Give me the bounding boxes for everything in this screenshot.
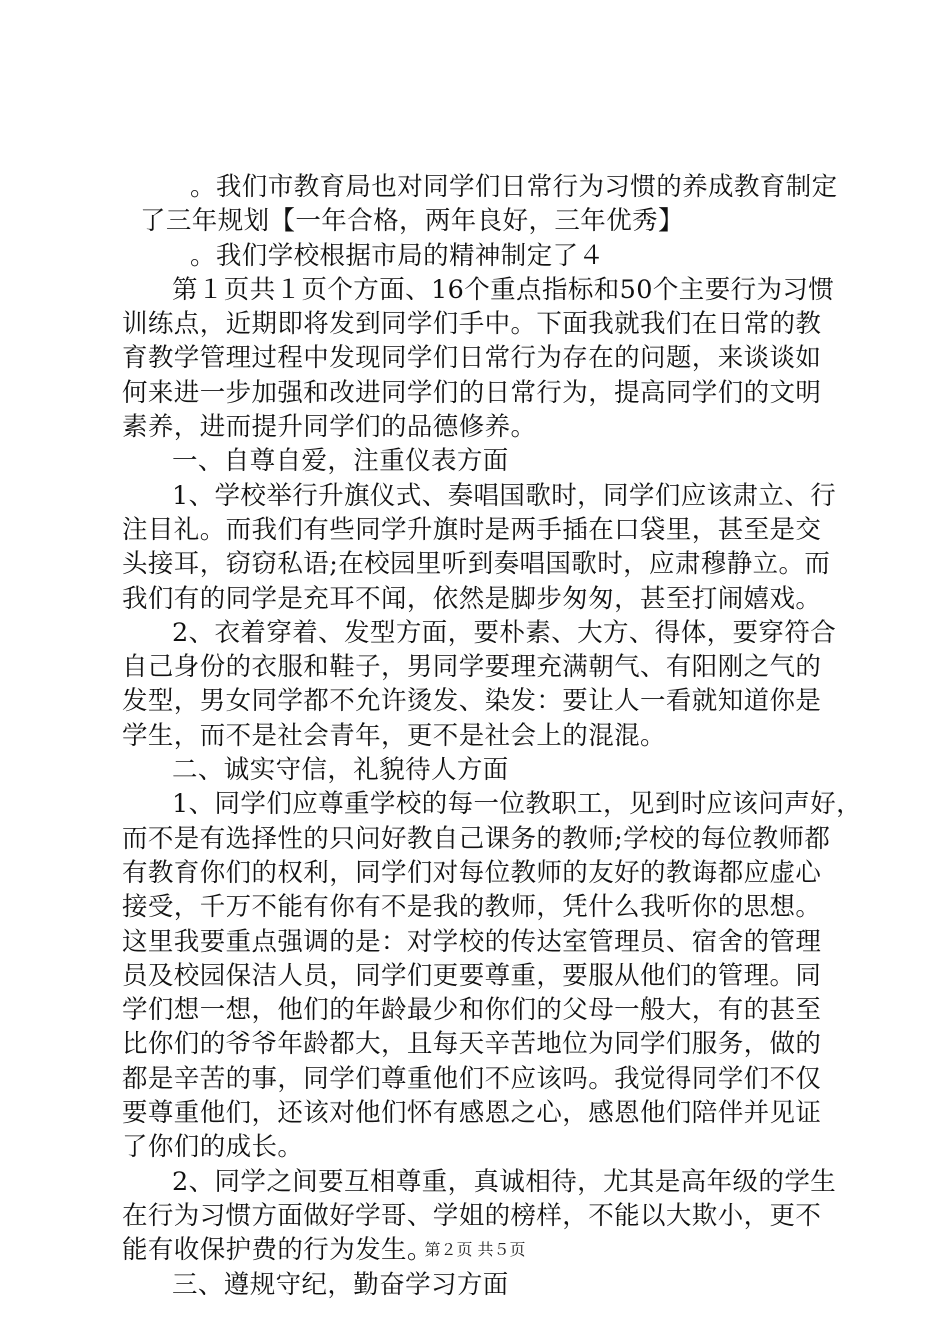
text-line: 学生，而不是社会青年，更不是社会上的混混。 — [122, 720, 666, 751]
text-line: 这里我要重点强调的是：对学校的传达室管理员、宿舍的管理 — [122, 926, 822, 957]
text-line: 。我们市教育局也对同学们日常行为习惯的养成教育制定 — [190, 172, 838, 202]
text-line: 2、同学之间要互相尊重，真诚相待，尤其是高年级的学生 — [172, 1166, 837, 1197]
text-line: 2、衣着穿着、发型方面，要朴素、大方、得体，要穿符合 — [172, 617, 837, 648]
text-line: 发型，男女同学都不允许烫发、染发：要让人一看就知道你是 — [122, 686, 822, 717]
text-line: 训练点，近期即将发到同学们手中。下面我就我们在日常的教 — [122, 309, 822, 340]
text-line: 比你们的爷爷年龄都大，且每天辛苦地位为同学们服务，做的 — [122, 1029, 822, 1060]
document-body — [122, 170, 863, 1302]
section-heading: 一、自尊自爱，注重仪表方面 — [172, 446, 509, 477]
text-line: 了你们的成长。 — [122, 1132, 304, 1163]
text-line: 员及校园保洁人员，同学们更要尊重，要服从他们的管理。同 — [122, 960, 822, 991]
text-line: 能有收保护费的行为发生。 — [122, 1235, 433, 1266]
text-line: 有教育你们的权利，同学们对每位教师的友好的教诲都应虚心 — [122, 857, 822, 888]
text-line: 头接耳，窃窃私语;在校园里听到奏唱国歌时，应肃穆静立。而 — [122, 549, 831, 580]
text-line: 注目礼。而我们有些同学升旗时是两手插在口袋里，甚至是交 — [122, 514, 822, 545]
page-number-footer: 第２页 共５页 — [424, 1240, 526, 1259]
text-line: 在行为习惯方面做好学哥、学姐的榜样，不能以大欺小，更不 — [122, 1200, 822, 1231]
text-line: 育教学管理过程中发现同学们日常行为存在的问题，来谈谈如 — [122, 343, 822, 374]
text-line: 而不是有选择性的只问好教自己课务的教师;学校的每位教师都 — [122, 823, 831, 854]
text-line: 素养，进而提升同学们的品德修养。 — [122, 412, 537, 443]
text-line: 1、学校举行升旗仪式、奏唱国歌时，同学们应该肃立、行 — [172, 480, 837, 511]
text-line: 第１页共１页个方面、16个重点指标和50个主要行为习惯 — [172, 274, 835, 305]
text-line: 何来进一步加强和改进同学们的日常行为，提高同学们的文明 — [122, 377, 822, 408]
text-line: 1、同学们应尊重学校的每一位教职工，见到时应该问声好， — [172, 789, 863, 820]
text-line: 接受，千万不能有你有不是我的教师，凭什么我听你的思想。 — [122, 892, 822, 923]
text-line: 我们有的同学是充耳不闻，依然是脚步匆匆，甚至打闹嬉戏。 — [122, 583, 822, 614]
text-line: 学们想一想，他们的年龄最少和你们的父母一般大，有的甚至 — [122, 995, 822, 1026]
text-line: 。我们学校根据市局的精神制定了４ — [190, 240, 605, 271]
text-line: 都是辛苦的事，同学们尊重他们不应该吗。我觉得同学们不仅 — [122, 1063, 822, 1094]
text-line: 自己身份的衣服和鞋子，男同学要理充满朝气、有阳刚之气的 — [122, 652, 822, 683]
text-line: 了三年规划【一年合格，两年良好，三年优秀】 — [140, 206, 684, 237]
text-line: 要尊重他们，还该对他们怀有感恩之心，感恩他们陪伴并见证 — [122, 1098, 822, 1129]
section-heading: 三、遵规守纪，勤奋学习方面 — [172, 1269, 509, 1300]
section-heading: 二、诚实守信，礼貌待人方面 — [172, 755, 509, 786]
